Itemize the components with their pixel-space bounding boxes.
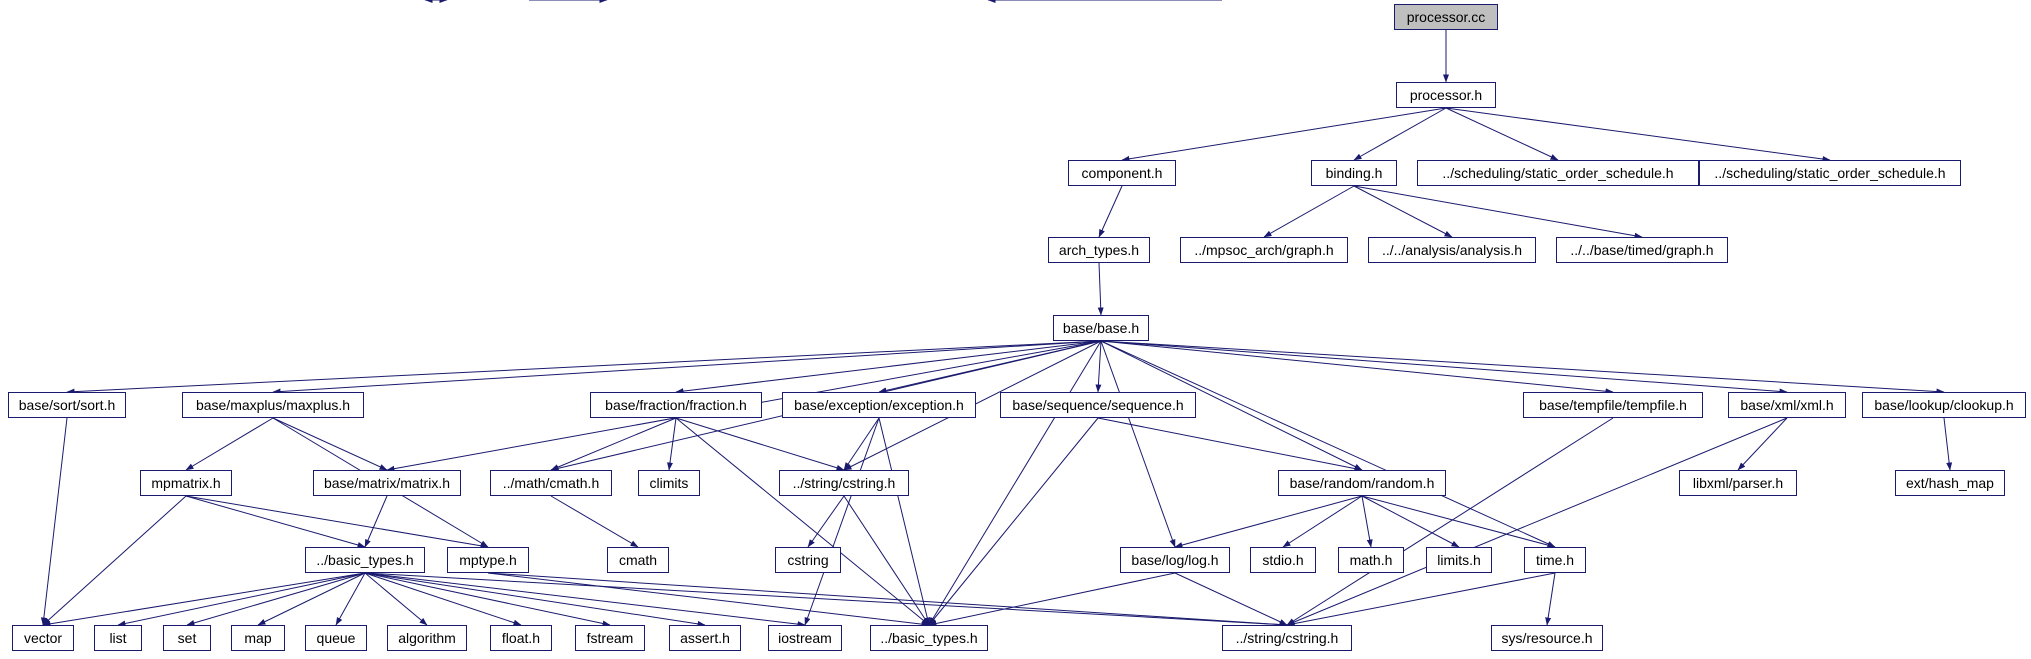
graph-node-cstring[interactable]: cstring bbox=[775, 547, 841, 573]
graph-node-lookup-h[interactable]: base/lookup/clookup.h bbox=[1862, 392, 2026, 418]
graph-node-exception-h[interactable]: base/exception/exception.h bbox=[782, 392, 976, 418]
graph-node-mptype-h[interactable]: mptype.h bbox=[447, 547, 529, 573]
graph-node-fstream[interactable]: fstream bbox=[575, 625, 645, 651]
graph-node-cmath-h[interactable]: ../math/cmath.h bbox=[490, 470, 612, 496]
graph-node-log-h[interactable]: base/log/log.h bbox=[1120, 547, 1230, 573]
graph-node-libxml-parser-h[interactable]: libxml/parser.h bbox=[1679, 470, 1797, 496]
graph-node-stdio-h[interactable]: stdio.h bbox=[1250, 547, 1316, 573]
graph-node-processor-cc[interactable]: processor.cc bbox=[1394, 4, 1498, 30]
graph-node-static-order-schedule-h[interactable]: ../scheduling/static_order_schedule.h bbox=[1699, 160, 1961, 186]
graph-node-binding-h[interactable]: binding.h bbox=[1311, 160, 1397, 186]
graph-node-assert-h[interactable]: assert.h bbox=[669, 625, 741, 651]
graph-node-climits[interactable]: climits bbox=[638, 470, 700, 496]
graph-node-base-base-h[interactable]: base/base.h bbox=[1053, 315, 1149, 341]
graph-node-processor-h[interactable]: processor.h bbox=[1396, 82, 1496, 108]
graph-node-ext-hash-map[interactable]: ext/hash_map bbox=[1895, 470, 2005, 496]
graph-node-mpsoc-arch-graph-h[interactable]: ../mpsoc_arch/graph.h bbox=[1180, 237, 1348, 263]
graph-node-list[interactable]: list bbox=[94, 625, 142, 651]
graph-node-sort-h[interactable]: base/sort/sort.h bbox=[8, 392, 126, 418]
graph-node-set[interactable]: set bbox=[163, 625, 211, 651]
graph-node-queue[interactable]: queue bbox=[305, 625, 367, 651]
graph-node-random-h[interactable]: base/random/random.h bbox=[1278, 470, 1446, 496]
graph-node-matrix-h[interactable]: base/matrix/matrix.h bbox=[313, 470, 461, 496]
graph-node-mpmatrix-h[interactable]: mpmatrix.h bbox=[140, 470, 232, 496]
graph-node-cmath[interactable]: cmath bbox=[607, 547, 669, 573]
graph-node-xml-h[interactable]: base/xml/xml.h bbox=[1728, 392, 1846, 418]
graph-node-base-timed-graph-h[interactable]: ../../base/timed/graph.h bbox=[1556, 237, 1728, 263]
graph-node-algorithm[interactable]: algorithm bbox=[387, 625, 467, 651]
graph-node-maxplus-h[interactable]: base/maxplus/maxplus.h bbox=[182, 392, 364, 418]
graph-node-arch-types-h[interactable]: arch_types.h bbox=[1048, 237, 1150, 263]
graph-node-cstring-h-bot[interactable]: ../string/cstring.h bbox=[1222, 625, 1352, 651]
graph-node-map[interactable]: map bbox=[231, 625, 285, 651]
graph-node-tempfile-h[interactable]: base/tempfile/tempfile.h bbox=[1523, 392, 1703, 418]
graph-node-static-order-schedule-cc[interactable]: ../scheduling/static_order_schedule.h bbox=[1417, 160, 1699, 186]
graph-node-component-h[interactable]: component.h bbox=[1068, 160, 1176, 186]
graph-node-sys-resource-h[interactable]: sys/resource.h bbox=[1491, 625, 1603, 651]
graph-node-fraction-h[interactable]: base/fraction/fraction.h bbox=[590, 392, 762, 418]
graph-node-analysis-analysis-h[interactable]: ../../analysis/analysis.h bbox=[1368, 237, 1536, 263]
graph-node-time-h[interactable]: time.h bbox=[1524, 547, 1586, 573]
graph-node-limits-h[interactable]: limits.h bbox=[1426, 547, 1492, 573]
graph-node-iostream[interactable]: iostream bbox=[768, 625, 842, 651]
graph-node-float-h[interactable]: float.h bbox=[490, 625, 552, 651]
graph-node-basic-types-h-bot[interactable]: ../basic_types.h bbox=[870, 625, 988, 651]
graph-node-basic-types-h-mid[interactable]: ../basic_types.h bbox=[305, 547, 425, 573]
graph-node-cstring-h[interactable]: ../string/cstring.h bbox=[779, 470, 909, 496]
graph-node-vector[interactable]: vector bbox=[12, 625, 74, 651]
graph-node-math-h[interactable]: math.h bbox=[1338, 547, 1404, 573]
graph-node-sequence-h[interactable]: base/sequence/sequence.h bbox=[1000, 392, 1196, 418]
